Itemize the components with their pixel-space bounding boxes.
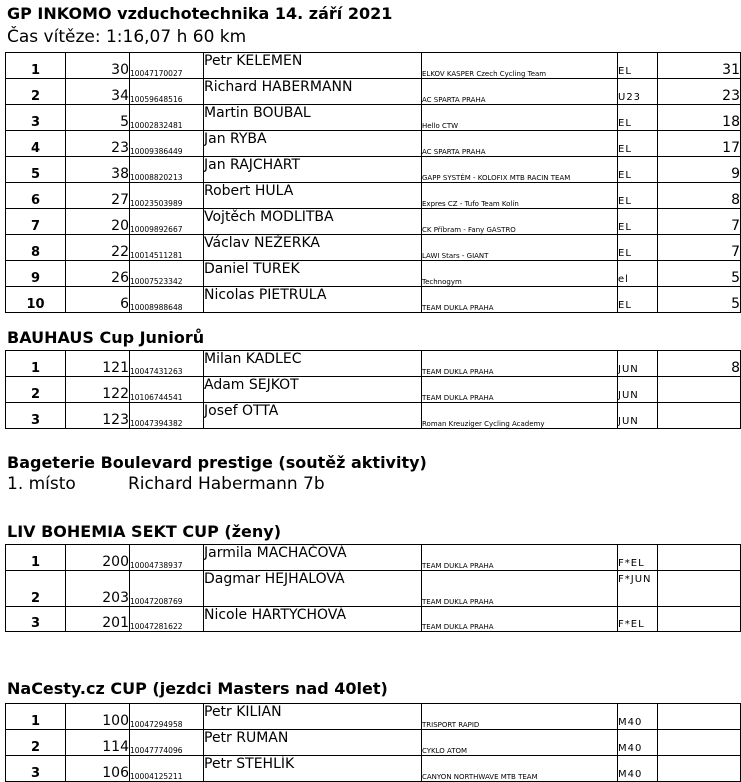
table-row: [6, 105, 741, 131]
table-row: [6, 607, 741, 632]
category-cell: EL: [618, 183, 658, 209]
section-title-gp-inkomo: GP INKOMO vzduchotechnika 14. září 2021: [7, 4, 393, 23]
results-table-liv: [5, 544, 741, 632]
table-row: [6, 53, 741, 79]
start-number-cell: 106: [66, 756, 130, 782]
team-cell: AC SPARTA PRAHA: [422, 131, 618, 157]
table-row: [6, 545, 741, 571]
start-number-cell: 38: [66, 157, 130, 183]
points-cell: 8: [658, 183, 741, 209]
table-row: [6, 571, 741, 607]
position-cell: 3: [6, 403, 66, 429]
position-cell: 10: [6, 287, 66, 313]
uci-id-cell: 10002832481: [130, 105, 204, 131]
team-cell: TEAM DUKLA PRAHA: [422, 351, 618, 377]
start-number-cell: 114: [66, 730, 130, 756]
rider-name-cell: Petr KELEMEN: [204, 53, 422, 79]
team-cell: LAWI Stars - GIANT: [422, 235, 618, 261]
position-cell: 2: [6, 79, 66, 105]
uci-id-cell: 10008820213: [130, 157, 204, 183]
points-cell: 31: [658, 53, 741, 79]
table-row: [6, 351, 741, 377]
rider-name-cell: Martin BOUBAL: [204, 105, 422, 131]
points-cell: [658, 607, 741, 632]
category-cell: JUN: [618, 351, 658, 377]
category-cell: EL: [618, 157, 658, 183]
results-body-gp: [6, 53, 741, 313]
category-cell: M40: [618, 730, 658, 756]
position-cell: 5: [6, 157, 66, 183]
category-cell: U23: [618, 79, 658, 105]
rider-name-cell: Milan KADLEC: [204, 351, 422, 377]
rider-name-cell: Petr KILIAN: [204, 704, 422, 730]
uci-id-cell: 10008988648: [130, 287, 204, 313]
position-cell: 1: [6, 704, 66, 730]
category-cell: EL: [618, 53, 658, 79]
start-number-cell: 201: [66, 607, 130, 632]
team-cell: CK Příbram - Fany GASTRO: [422, 209, 618, 235]
uci-id-cell: 10014511281: [130, 235, 204, 261]
points-cell: 5: [658, 261, 741, 287]
team-cell: GAPP SYSTÉM - KOLOFIX MTB RACIN TEAM: [422, 157, 618, 183]
position-cell: 3: [6, 105, 66, 131]
uci-id-cell: 10047170027: [130, 53, 204, 79]
section-title-liv: LIV BOHEMIA SEKT CUP (ženy): [7, 522, 282, 541]
start-number-cell: 123: [66, 403, 130, 429]
uci-id-cell: 10047281622: [130, 607, 204, 632]
points-cell: 18: [658, 105, 741, 131]
rider-name-cell: Daniel TUREK: [204, 261, 422, 287]
rider-name-cell: Jarmila MACHAČOVÁ: [204, 545, 422, 571]
uci-id-cell: 10047294958: [130, 704, 204, 730]
table-row: [6, 287, 741, 313]
team-cell: ELKOV KASPER Czech Cycling Team: [422, 53, 618, 79]
results-body-liv: [6, 545, 741, 632]
uci-id-cell: 10106744541: [130, 377, 204, 403]
position-cell: 1: [6, 53, 66, 79]
points-cell: [658, 403, 741, 429]
rider-name-cell: Dagmar HEJHALOVÁ: [204, 571, 422, 607]
rider-name-cell: Nicole HARTYCHOVÁ: [204, 607, 422, 632]
start-number-cell: 26: [66, 261, 130, 287]
activity-place: 1. místo: [7, 474, 76, 494]
rider-name-cell: Petr RUMAN: [204, 730, 422, 756]
category-cell: EL: [618, 131, 658, 157]
position-cell: 8: [6, 235, 66, 261]
position-cell: 7: [6, 209, 66, 235]
category-cell: EL: [618, 287, 658, 313]
start-number-cell: 122: [66, 377, 130, 403]
table-row: [6, 79, 741, 105]
uci-id-cell: 10009386449: [130, 131, 204, 157]
start-number-cell: 22: [66, 235, 130, 261]
category-cell: EL: [618, 209, 658, 235]
points-cell: 9: [658, 157, 741, 183]
start-number-cell: 30: [66, 53, 130, 79]
points-cell: 7: [658, 209, 741, 235]
category-cell: JUN: [618, 403, 658, 429]
points-cell: 17: [658, 131, 741, 157]
start-number-cell: 27: [66, 183, 130, 209]
points-cell: 7: [658, 235, 741, 261]
points-cell: [658, 704, 741, 730]
category-cell: M40: [618, 704, 658, 730]
start-number-cell: 5: [66, 105, 130, 131]
table-row: [6, 157, 741, 183]
team-cell: TRISPORT RAPID: [422, 704, 618, 730]
category-cell: F*JUN: [618, 571, 658, 607]
category-cell: el: [618, 261, 658, 287]
points-cell: [658, 730, 741, 756]
uci-id-cell: 10007523342: [130, 261, 204, 287]
rider-name-cell: Jan RAJCHART: [204, 157, 422, 183]
results-table-bauhaus: [5, 350, 741, 429]
rider-name-cell: Václav NEŽERKA: [204, 235, 422, 261]
results-table-nacesty: [5, 703, 741, 782]
start-number-cell: 34: [66, 79, 130, 105]
rider-name-cell: Jan RYBA: [204, 131, 422, 157]
points-cell: 5: [658, 287, 741, 313]
category-cell: F*EL: [618, 607, 658, 632]
uci-id-cell: 10047208769: [130, 571, 204, 607]
rider-name-cell: Petr STEHLÍK: [204, 756, 422, 782]
uci-id-cell: 10004125211: [130, 756, 204, 782]
results-table-gp: [5, 52, 741, 313]
uci-id-cell: 10004738937: [130, 545, 204, 571]
team-cell: AC SPARTA PRAHA: [422, 79, 618, 105]
start-number-cell: 203: [66, 571, 130, 607]
category-cell: EL: [618, 105, 658, 131]
winner-time: Čas vítěze: 1:16,07 h 60 km: [7, 27, 247, 47]
start-number-cell: 121: [66, 351, 130, 377]
category-cell: M40: [618, 756, 658, 782]
table-row: [6, 756, 741, 782]
table-row: [6, 183, 741, 209]
team-cell: CYKLO ATOM: [422, 730, 618, 756]
position-cell: 1: [6, 351, 66, 377]
section-title-bauhaus: BAUHAUS Cup Juniorů: [7, 328, 205, 347]
table-row: [6, 261, 741, 287]
team-cell: TEAM DUKLA PRAHA: [422, 607, 618, 632]
team-cell: TEAM DUKLA PRAHA: [422, 287, 618, 313]
team-cell: Technogym: [422, 261, 618, 287]
position-cell: 3: [6, 607, 66, 632]
table-row: [6, 131, 741, 157]
position-cell: 6: [6, 183, 66, 209]
rider-name-cell: Richard HABERMANN: [204, 79, 422, 105]
position-cell: 2: [6, 730, 66, 756]
team-cell: CANYON NORTHWAVE MTB TEAM: [422, 756, 618, 782]
rider-name-cell: Robert HULA: [204, 183, 422, 209]
rider-name-cell: Nicolas PIETRULA: [204, 287, 422, 313]
category-cell: JUN: [618, 377, 658, 403]
uci-id-cell: 10023503989: [130, 183, 204, 209]
table-row: [6, 704, 741, 730]
results-body-bauhaus: [6, 351, 741, 429]
position-cell: 9: [6, 261, 66, 287]
position-cell: 3: [6, 756, 66, 782]
table-row: [6, 209, 741, 235]
points-cell: 8: [658, 351, 741, 377]
position-cell: 2: [6, 571, 66, 607]
team-cell: Roman Kreuziger Cycling Academy: [422, 403, 618, 429]
category-cell: EL: [618, 235, 658, 261]
uci-id-cell: 10059648516: [130, 79, 204, 105]
team-cell: Expres CZ - Tufo Team Kolín: [422, 183, 618, 209]
category-cell: F*EL: [618, 545, 658, 571]
start-number-cell: 23: [66, 131, 130, 157]
points-cell: [658, 545, 741, 571]
activity-winner: Richard Habermann 7b: [128, 474, 325, 494]
position-cell: 1: [6, 545, 66, 571]
uci-id-cell: 10009892667: [130, 209, 204, 235]
rider-name-cell: Adam SEJKOT: [204, 377, 422, 403]
section-title-bageterie: Bageterie Boulevard prestige (soutěž aktivity): [7, 453, 427, 472]
table-row: [6, 377, 741, 403]
position-cell: 4: [6, 131, 66, 157]
rider-name-cell: Vojtěch MODLITBA: [204, 209, 422, 235]
results-body-nacesty: [6, 704, 741, 782]
start-number-cell: 20: [66, 209, 130, 235]
points-cell: [658, 377, 741, 403]
position-cell: 2: [6, 377, 66, 403]
start-number-cell: 6: [66, 287, 130, 313]
table-row: [6, 235, 741, 261]
rider-name-cell: Josef OTTA: [204, 403, 422, 429]
points-cell: [658, 571, 741, 607]
team-cell: TEAM DUKLA PRAHA: [422, 377, 618, 403]
team-cell: Hello CTW: [422, 105, 618, 131]
uci-id-cell: 10047394382: [130, 403, 204, 429]
start-number-cell: 200: [66, 545, 130, 571]
table-row: [6, 403, 741, 429]
table-row: [6, 730, 741, 756]
team-cell: TEAM DUKLA PRAHA: [422, 571, 618, 607]
points-cell: 23: [658, 79, 741, 105]
uci-id-cell: 10047774096: [130, 730, 204, 756]
uci-id-cell: 10047431263: [130, 351, 204, 377]
section-title-nacesty: NaCesty.cz CUP (jezdci Masters nad 40let): [7, 679, 388, 698]
points-cell: [658, 756, 741, 782]
team-cell: TEAM DUKLA PRAHA: [422, 545, 618, 571]
start-number-cell: 100: [66, 704, 130, 730]
